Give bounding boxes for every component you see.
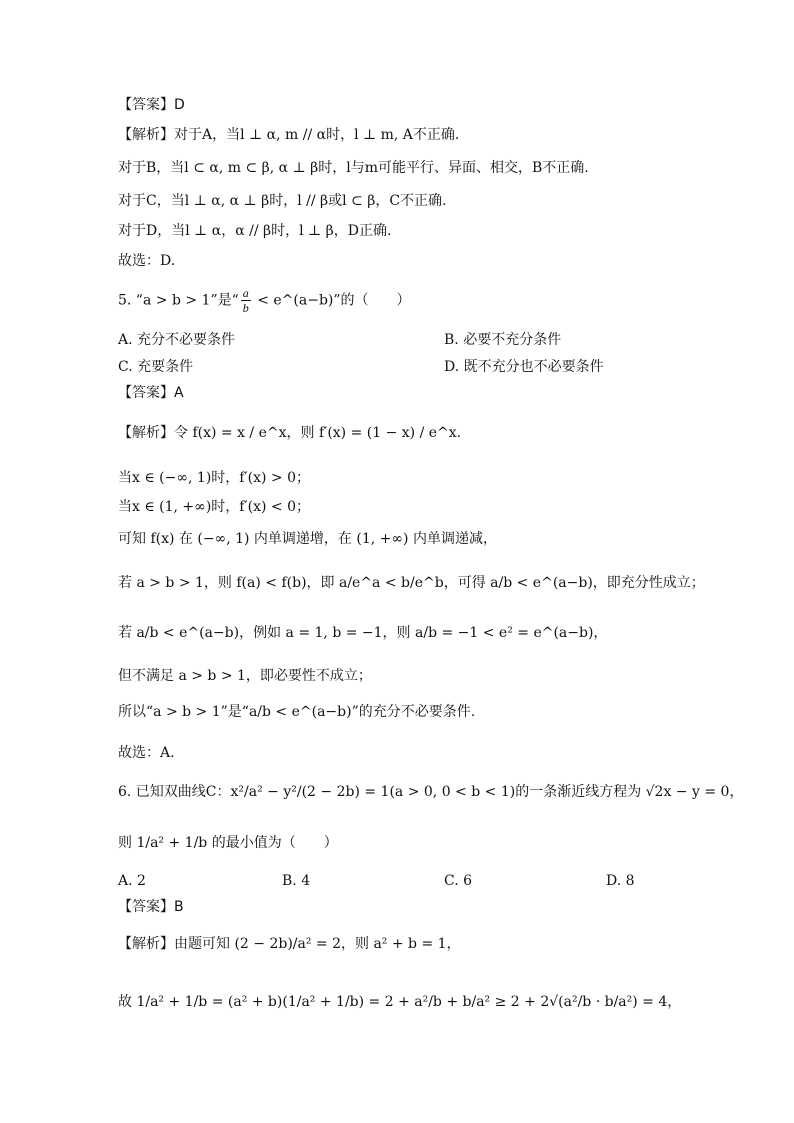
q6-stem-line-1: 6. 已知双曲线C：x²/a² − y²/(2 − 2b) = 1(a > 0, 0 < b < 1)的一条渐近线方程为 √2x − y = 0， (118, 784, 744, 800)
q6-option-c: C. 6 (444, 873, 473, 889)
q5-option-c: C. 充要条件 (118, 359, 194, 375)
q6-analysis-line-1: 【解析】由题可知 (2 − 2b)/a² = 2，则 a² + b = 1， (118, 936, 461, 952)
q6-option-d: D. 8 (606, 873, 635, 889)
q5-analysis-line-1: 【解析】令 f(x) = x / e^x，则 f′(x) = (1 − x) / e^x. (118, 425, 462, 441)
q5-analysis-line-7: 但不满足 a > b > 1，即必要性不成立； (118, 668, 372, 684)
q5-option-a: A. 充分不必要条件 (118, 332, 236, 348)
q6-option-a: A. 2 (118, 873, 146, 889)
q6-stem-line-2: 则 1/a² + 1/b 的最小值为（ ） (118, 835, 338, 851)
q5-stem-frac-den: b (242, 301, 249, 315)
q5-analysis-line-9: 故选：A. (118, 745, 175, 761)
q4-analysis-line-1: 【解析】对于A，当l ⊥ α, m // α时，l ⊥ m, A不正确. (118, 127, 460, 143)
q5-option-d: D. 既不充分也不必要条件 (444, 359, 604, 375)
q5-stem-prefix: 5. “a > b > 1”是“ (118, 292, 239, 309)
q6-analysis-line-2: 故 1/a² + 1/b = (a² + b)(1/a² + 1/b) = 2 + a²/b + b/a² ≥ 2 + 2√(a²/b · b/a²) = 4， (118, 994, 682, 1010)
q5-answer-label: 【答案】A (118, 385, 184, 401)
q6-answer-label: 【答案】B (118, 899, 184, 915)
q5-analysis-line-2: 当x ∈ (−∞, 1)时，f′(x) > 0； (118, 470, 311, 486)
q5-analysis-line-8: 所以“a > b > 1”是“a/b < e^(a−b)”的充分不必要条件. (118, 704, 476, 720)
q5-stem-fraction (241, 286, 251, 315)
q5-stem (118, 286, 411, 315)
q5-analysis-line-5: 若 a > b > 1，则 f(a) < f(b)，即 a/e^a < b/e^b，可得 a/b < e^(a−b)，即充分性成立； (118, 575, 705, 591)
q4-analysis-line-5: 故选：D. (118, 253, 176, 269)
q5-analysis-line-4: 可知 f(x) 在 (−∞, 1) 内单调递增，在 (1, +∞) 内单调递减， (118, 531, 497, 547)
q5-stem-suffix: < e^(a−b)”的（ ） (252, 292, 411, 309)
q5-stem-frac-num: a (242, 286, 249, 300)
q4-analysis-line-2: 对于B，当l ⊂ α, m ⊂ β, α ⊥ β时，l与m可能平行、异面、相交，B不正确. (118, 160, 589, 176)
q6-option-b: B. 4 (282, 873, 311, 889)
q4-analysis-line-3: 对于C，当l ⊥ α, α ⊥ β时，l // β或l ⊂ β，C不正确. (118, 193, 447, 209)
q4-answer-label: 【答案】D (118, 97, 185, 113)
q5-analysis-line-6: 若 a/b < e^(a−b)，例如 a = 1, b = −1，则 a/b = −1 < e² = e^(a−b)， (118, 625, 608, 641)
q4-analysis-line-4: 对于D，当l ⊥ α，α // β时，l ⊥ β，D正确. (118, 223, 392, 239)
q5-analysis-line-3: 当x ∈ (1, +∞)时，f′(x) < 0； (118, 499, 311, 515)
q5-option-b: B. 必要不充分条件 (444, 332, 562, 348)
